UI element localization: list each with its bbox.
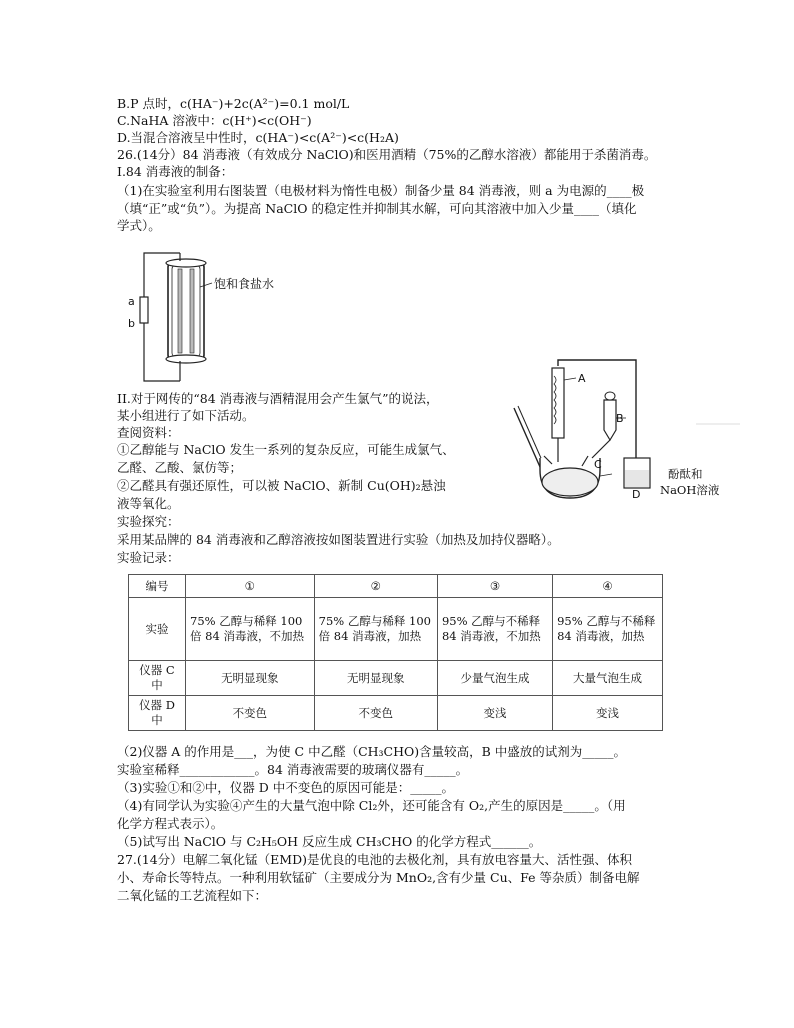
label-naoh-solution: NaOH溶液: [660, 483, 720, 497]
experiment-record-table: [128, 574, 663, 731]
table-cell: 无明显现象: [186, 661, 315, 696]
label-B: B: [616, 412, 624, 425]
table-cell: ①: [186, 575, 315, 598]
q26-part3: （3)实验①和②中，仪器 D 中不变色的原因可能是：_____。: [117, 780, 455, 795]
table-cell: 95% 乙醇与不稀释 84 消毒液，不加热: [437, 598, 552, 661]
table-cell: 不变色: [314, 696, 437, 731]
table-cell: 实验: [129, 598, 186, 661]
question-27-line1: 27.(14分）电解二氧化锰（EMD)是优良的电池的去极化剂，具有放电容量大、活性强、体积: [117, 852, 632, 867]
question-27-line3: 二氧化锰的工艺流程如下：: [117, 888, 268, 903]
electrolysis-figure: [118, 243, 298, 383]
table-cell: 95% 乙醇与不稀释 84 消毒液，加热: [553, 598, 663, 661]
table-cell: 大量气泡生成: [553, 661, 663, 696]
table-cell: 编号: [129, 575, 186, 598]
electrolysis-diagram: [118, 243, 298, 383]
table-row: [129, 598, 663, 661]
q26-part1-line2: （填“正”或“负”）。为提高 NaClO 的稳定性并抑制其水解，可向其溶液中加入少量____（填化: [117, 201, 637, 216]
table-cell: 不变色: [186, 696, 315, 731]
table-row: [129, 661, 663, 696]
apparatus-figure: [500, 358, 740, 508]
table-cell: ④: [553, 575, 663, 598]
record-title: 实验记录：: [117, 550, 180, 565]
option-b: B.P 点时，c(HA⁻)+2c(A²⁻)=0.1 mol/L: [117, 96, 350, 111]
table-cell: 变浅: [437, 696, 552, 731]
q26-part1-line1: （1)在实验室利用右图装置（电极材料为惰性电极）制备少量 84 消毒液，则 a 为电源的____极: [117, 183, 645, 198]
label-b: b: [128, 317, 135, 330]
table-cell: 少量气泡生成: [437, 661, 552, 696]
table-cell: 仪器 D 中: [129, 696, 186, 731]
table-header-row: [129, 575, 663, 598]
option-d: D.当混合溶液呈中性时，c(HA⁻)<c(A²⁻)<c(H₂A): [117, 130, 399, 145]
question-26-title: 26.(14分）84 消毒液（有效成分 NaClO)和医用酒精（75%的乙醇水溶液）都能用于杀菌消毒。: [117, 147, 657, 162]
table-cell: 75% 乙醇与稀释 100 倍 84 消毒液，加热: [314, 598, 437, 661]
q26-part4-line2: 化学方程式表示）。: [117, 816, 224, 831]
option-c: C.NaHA 溶液中：c(H⁺)<c(OH⁻): [117, 113, 312, 128]
label-D: D: [632, 488, 641, 501]
section-ii-line1: II.对于网传的“84 消毒液与酒精混用会产生氯气”的说法，: [117, 391, 439, 406]
lookup-item1-line2: 乙醛、乙酸、氯仿等；: [117, 460, 243, 475]
q26-part2-line2: 实验室稀释____________。84 消毒液需要的玻璃仪器有_____。: [117, 762, 469, 777]
experiment-desc: 采用某品牌的 84 消毒液和乙醇溶液按如图装置进行实验（加热及加持仪器略）。: [117, 532, 560, 547]
label-phenolphthalein: 酚酞和: [668, 467, 703, 481]
label-a: a: [128, 295, 135, 308]
q26-part4-line1: （4)有同学认为实验④产生的大量气泡中除 Cl₂外，还可能含有 O₂,产生的原因是_____。（用: [117, 798, 626, 813]
question-27-line2: 小、寿命长等特点。一种利用软锰矿（主要成分为 MnO₂,含有少量 Cu、Fe 等杂质）制备电解: [117, 870, 640, 885]
table-row: [129, 696, 663, 731]
label-A: A: [578, 372, 586, 385]
experiment-title: 实验探究：: [117, 514, 180, 529]
label-C: C: [594, 458, 602, 471]
table-cell: 仪器 C 中: [129, 661, 186, 696]
lookup-item1-line1: ①乙醇能与 NaClO 发生一系列的复杂反应，可能生成氯气、: [117, 442, 455, 457]
table-cell: 75% 乙醇与稀释 100 倍 84 消毒液，不加热: [186, 598, 315, 661]
table-cell: 变浅: [553, 696, 663, 731]
q26-part5: （5)试写出 NaClO 与 C₂H₅OH 反应生成 CH₃CHO 的化学方程式______。: [117, 834, 542, 849]
section-ii-line2: 某小组进行了如下活动。: [117, 408, 255, 423]
lookup-item2-line1: ②乙醛具有强还原性，可以被 NaClO、新制 Cu(OH)₂悬浊: [117, 478, 446, 493]
label-saturated-brine: 饱和食盐水: [214, 277, 275, 291]
table-cell: ②: [314, 575, 437, 598]
section-i-title: I.84 消毒液的制备：: [117, 164, 234, 179]
q26-part2-line1: （2)仪器 A 的作用是___，为使 C 中乙醛（CH₃CHO)含量较高，B 中盛放的试剂为_____。: [117, 744, 627, 759]
lookup-item2-line2: 液等氧化。: [117, 496, 180, 511]
lookup-title: 查阅资料：: [117, 425, 180, 440]
table-cell: ③: [437, 575, 552, 598]
q26-part1-line3: 学式）。: [117, 218, 161, 233]
table-cell: 无明显现象: [314, 661, 437, 696]
